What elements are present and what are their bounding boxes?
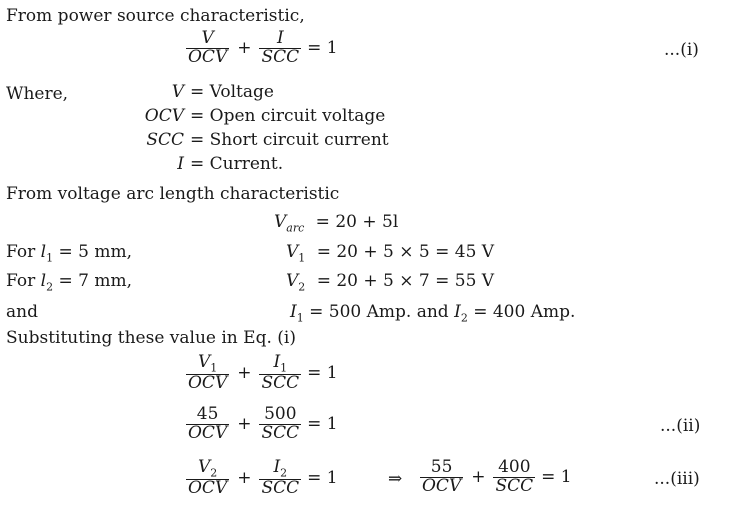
fraction-i-scc xyxy=(259,30,301,67)
v2-rhs: = 20 + 5 × 7 = 55 V xyxy=(316,271,495,291)
equals-one: = 1 xyxy=(307,413,338,434)
equation-2 xyxy=(186,406,338,443)
definition-symbol: V xyxy=(171,82,184,102)
definition-text: = Current. xyxy=(190,154,284,174)
for-l1-label xyxy=(6,244,132,263)
varc-subscript: arc xyxy=(286,221,305,235)
for-text: For xyxy=(6,271,41,291)
fraction-v-ocv xyxy=(186,30,229,67)
denominator: OCV xyxy=(422,475,462,496)
numerator: I xyxy=(273,352,281,372)
numerator: V xyxy=(186,30,229,49)
definition-row xyxy=(100,84,420,108)
equals-one: = 1 xyxy=(307,467,338,488)
numerator: 400 xyxy=(493,459,535,478)
definition-symbol: SCC xyxy=(146,130,184,150)
denominator: SCC xyxy=(261,477,300,498)
definition-row xyxy=(100,132,420,156)
definition-row xyxy=(100,156,420,180)
denominator: OCV xyxy=(188,372,228,393)
definition-text: = Short circuit current xyxy=(190,130,389,150)
voltage-subscript: 2 xyxy=(298,280,306,294)
current-2-value: = 400 Amp. xyxy=(467,302,576,322)
fraction-i1-scc xyxy=(259,354,301,393)
voltage-subscript: 1 xyxy=(298,251,306,265)
definition-symbol: OCV xyxy=(144,106,184,126)
denominator: SCC xyxy=(261,422,300,443)
numerator: I xyxy=(259,30,301,49)
fraction-i2-scc xyxy=(259,459,301,498)
plus-sign: + xyxy=(471,466,486,487)
length-subscript: 2 xyxy=(46,280,54,294)
numerator: V xyxy=(197,352,211,372)
length-value: = 7 mm, xyxy=(53,271,132,291)
current-subscript: 1 xyxy=(296,311,304,325)
v1-equation xyxy=(286,244,494,263)
currents-equation xyxy=(290,304,575,323)
equation-ref-iii: ...(iii) xyxy=(654,469,700,489)
fraction-500-scc xyxy=(259,406,301,443)
for-l2-label xyxy=(6,273,132,292)
denominator: SCC xyxy=(261,372,300,393)
v1-rhs: = 20 + 5 × 5 = 45 V xyxy=(316,242,495,262)
current-symbol: I xyxy=(290,302,297,322)
equation-ref-i: ...(i) xyxy=(664,40,699,60)
equals-one: = 1 xyxy=(307,37,338,58)
varc-equation xyxy=(274,214,398,233)
fraction-v1-ocv xyxy=(186,354,229,393)
current-1-value: = 500 Amp. and xyxy=(303,302,455,322)
numerator: 500 xyxy=(259,406,301,425)
equation-ref-ii: ...(ii) xyxy=(660,416,701,436)
v2-equation xyxy=(286,273,494,292)
denominator: OCV xyxy=(188,477,228,498)
where-label: Where, xyxy=(6,84,69,104)
numerator: I xyxy=(273,457,281,477)
fraction-55-ocv xyxy=(420,459,463,496)
numerator-subscript: 2 xyxy=(280,466,288,480)
denominator: OCV xyxy=(188,422,228,443)
substituting-text: Substituting these value in Eq. (i) xyxy=(6,328,296,348)
and-label: and xyxy=(6,302,38,322)
fraction-45-ocv xyxy=(186,406,229,443)
voltage-symbol: V xyxy=(286,271,299,291)
definitions-list xyxy=(100,84,420,180)
implies-arrow-icon: ⇒ xyxy=(388,469,403,489)
definition-symbol: I xyxy=(177,154,184,174)
denominator: OCV xyxy=(188,46,228,67)
intro-arc-text: From voltage arc length characteristic xyxy=(6,184,340,204)
varc-symbol: V xyxy=(274,212,287,232)
denominator: SCC xyxy=(495,475,534,496)
definition-text: = Voltage xyxy=(190,82,274,102)
numerator-subscript: 1 xyxy=(210,361,218,375)
equals-one: = 1 xyxy=(541,466,572,487)
plus-sign: + xyxy=(237,413,252,434)
fraction-400-scc xyxy=(493,459,535,496)
plus-sign: + xyxy=(237,467,252,488)
plus-sign: + xyxy=(237,362,252,383)
equation-3-right xyxy=(420,459,572,496)
for-text: For xyxy=(6,242,41,262)
fraction-v2-ocv xyxy=(186,459,229,498)
numerator: 55 xyxy=(420,459,463,478)
numerator: 45 xyxy=(186,406,229,425)
denominator: SCC xyxy=(261,46,300,67)
voltage-symbol: V xyxy=(286,242,299,262)
equals-one: = 1 xyxy=(307,362,338,383)
equation-substituted-1 xyxy=(186,354,338,393)
numerator: V xyxy=(197,457,211,477)
equation-3-left xyxy=(186,459,338,498)
equation-1 xyxy=(186,30,338,67)
numerator-subscript: 2 xyxy=(210,466,218,480)
plus-sign: + xyxy=(237,37,252,58)
varc-rhs: = 20 + 5l xyxy=(315,212,399,232)
current-subscript: 2 xyxy=(460,311,468,325)
intro-power-text: From power source characteristic, xyxy=(6,6,305,26)
numerator-subscript: 1 xyxy=(280,361,288,375)
length-symbol: l xyxy=(40,271,47,291)
length-value: = 5 mm, xyxy=(53,242,132,262)
definition-row xyxy=(100,108,420,132)
length-subscript: 1 xyxy=(46,251,54,265)
definition-text: = Open circuit voltage xyxy=(190,106,386,126)
length-symbol: l xyxy=(40,242,47,262)
current-symbol: I xyxy=(454,302,461,322)
